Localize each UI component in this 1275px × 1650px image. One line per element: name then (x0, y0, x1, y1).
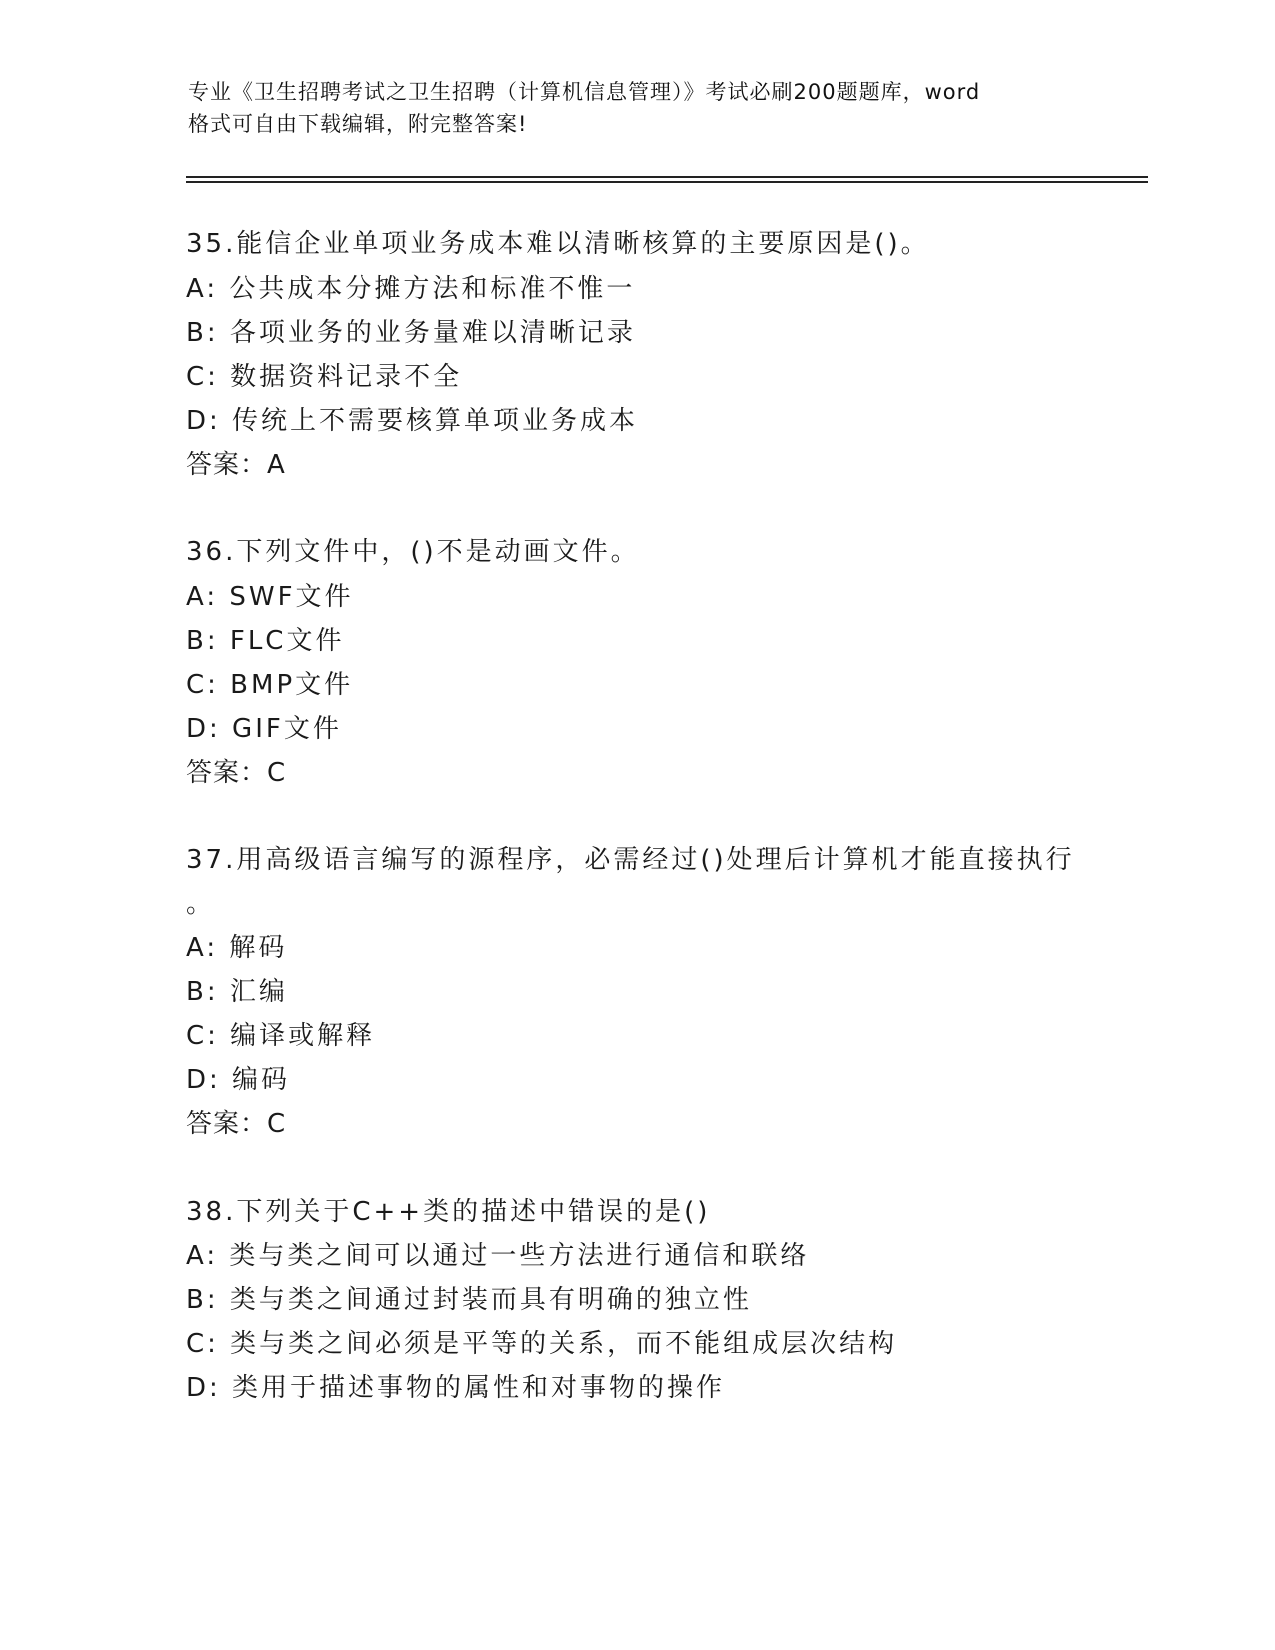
option-b: B: FLC文件 (186, 626, 345, 656)
header-line-2: 格式可自由下载编辑，附完整答案! (188, 112, 528, 136)
option-a: A: 公共成本分摊方法和标准不惟一 (186, 274, 636, 304)
document-header (188, 76, 1128, 140)
answer: 答案：C (186, 1109, 287, 1139)
option-c: C: BMP文件 (186, 670, 354, 700)
option-c: C: 类与类之间必须是平等的关系，而不能组成层次结构 (186, 1329, 898, 1359)
header-line-1: 专业《卫生招聘考试之卫生招聘（计算机信息管理）》考试必刷200题题库，word (188, 80, 981, 104)
header-rule-top (186, 176, 1148, 178)
option-d: D: 编码 (186, 1065, 291, 1095)
option-a: A: SWF文件 (186, 582, 354, 612)
option-d: D: 传统上不需要核算单项业务成本 (186, 406, 639, 436)
option-b: B: 各项业务的业务量难以清晰记录 (186, 318, 636, 348)
option-d: D: GIF文件 (186, 714, 342, 744)
option-d: D: 类用于描述事物的属性和对事物的操作 (186, 1373, 726, 1403)
question-stem-continued: 。 (186, 889, 216, 919)
header-rule-bottom (186, 181, 1148, 183)
question-stem: 35.能信企业单项业务成本难以清晰核算的主要原因是()。 (186, 229, 930, 259)
question-stem: 38.下列关于C++类的描述中错误的是() (186, 1197, 711, 1227)
question-stem: 36.下列文件中，()不是动画文件。 (186, 537, 640, 567)
option-c: C: 数据资料记录不全 (186, 362, 463, 392)
option-b: B: 汇编 (186, 977, 288, 1007)
option-a: A: 解码 (186, 933, 288, 963)
question-stem: 37.用高级语言编写的源程序，必需经过()处理后计算机才能直接执行 (186, 845, 1075, 875)
answer: 答案：A (186, 450, 286, 480)
option-b: B: 类与类之间通过封装而具有明确的独立性 (186, 1285, 752, 1315)
option-a: A: 类与类之间可以通过一些方法进行通信和联络 (186, 1241, 810, 1271)
option-c: C: 编译或解释 (186, 1021, 376, 1051)
answer: 答案：C (186, 758, 287, 788)
